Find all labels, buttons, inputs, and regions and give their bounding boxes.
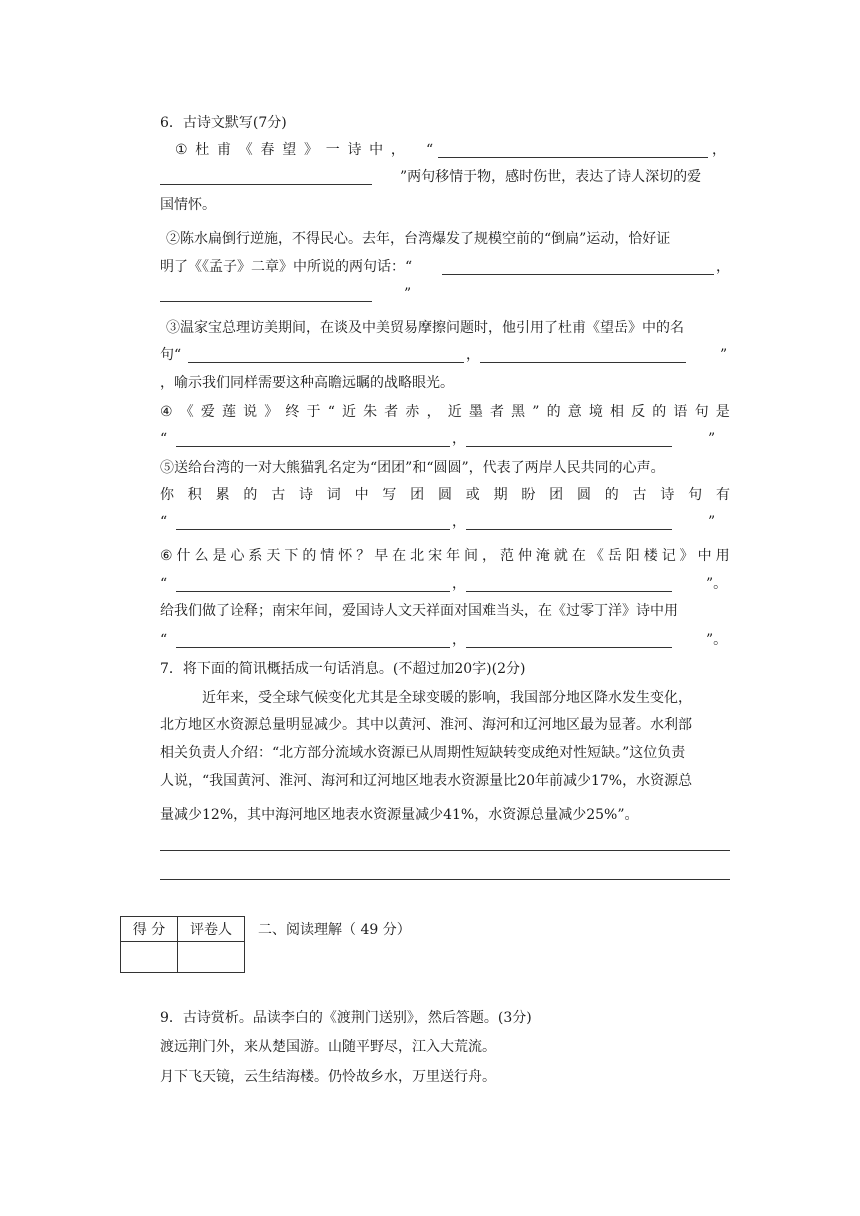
answer-blank[interactable] [442, 258, 714, 275]
answer-blank[interactable] [466, 575, 672, 592]
answer-blank[interactable] [176, 631, 450, 648]
answer-blank[interactable] [188, 346, 464, 363]
q6-item1-line3: 国情怀。 [160, 197, 216, 213]
q6-item6-line4: “ ， ”。 [160, 632, 728, 648]
answer-blank[interactable] [466, 513, 672, 530]
q6-item2-line1: ②陈水扁倒行逆施，不得民心。去年，台湾爆发了规模空前的“倒扁”运动，恰好证 [166, 231, 671, 247]
answer-blank[interactable] [466, 430, 672, 447]
q6-title: 6．古诗文默写(7分) [160, 115, 287, 131]
q7-title: 7．将下面的简讯概括成一句话消息。(不超过加20字)(2分) [160, 661, 526, 677]
q6-item2-line2: 明了《《孟子》二章》中所说的两句话：“ ， [160, 259, 730, 275]
answer-blank[interactable] [176, 513, 450, 530]
section-title: 二、阅读理解（ 49 分） [258, 922, 411, 938]
answer-line[interactable] [160, 879, 730, 880]
score-header: 得 分 [121, 917, 178, 942]
answer-blank[interactable] [480, 346, 686, 363]
answer-blank[interactable] [160, 168, 372, 185]
q6-item4-line1: ④ 《 爱 莲 说 》 终 于 “ 近 朱 者 赤 ， 近 墨 者 黑 ” 的 意 境 相 反 的 语 句 是 [160, 404, 730, 420]
q6-item1-line1: ① 杜 甫 《 春 望 》 一 诗 中 ， “ ， [175, 142, 726, 158]
q7-paragraph-line3: 相关负责人介绍：“北方部分流域水资源已从周期性短缺转变成绝对性短缺。”这位负责 [160, 745, 686, 761]
q6-item4-line2: “ ， ” [160, 431, 716, 447]
q7-paragraph-line1: 近年来，受全球气候变化尤其是全球变暖的影响，我国部分地区降水发生变化， [202, 690, 692, 706]
poem-line2: 月下飞天镜，云生结海楼。仍怜故乡水，万里送行舟。 [160, 1069, 496, 1085]
poem-line1: 渡远荆门外，来从楚国游。山随平野尽，江入大荒流。 [160, 1039, 496, 1055]
q6-item6-line2: “ ， ”。 [160, 576, 728, 592]
q7-paragraph-line5: 量减少12%，其中海河地区地表水资源量减少41%，水资源总量减少25%”。 [160, 807, 639, 823]
q7-paragraph-line4: 人说，“我国黄河、淮河、海河和辽河地区地表水资源量比20年前减少17%，水资源总 [160, 773, 693, 789]
score-table [120, 916, 245, 973]
q6-item5-line3: “ ， ” [160, 514, 716, 530]
q6-item3-line1: ③温家宝总理访美期间，在谈及中美贸易摩擦问题时，他引用了杜甫《望岳》中的名 [166, 320, 684, 336]
answer-blank[interactable] [176, 575, 450, 592]
q6-item1-line2: ”两句移情于物，感时伤世，表达了诗人深切的爱 [160, 166, 730, 188]
score-cell[interactable] [121, 942, 178, 973]
grader-header: 评卷人 [178, 917, 245, 942]
q6-item3-line2: 句“ ， ” [160, 347, 728, 363]
q6-item5-line2: 你 积 累 的 古 诗 词 中 写 团 圆 或 期 盼 团 圆 的 古 诗 句 有 [160, 487, 730, 503]
answer-blank[interactable] [466, 631, 672, 648]
q6-item3-line3: ，喻示我们同样需要这种高瞻远瞩的战略眼光。 [160, 375, 454, 391]
q7-paragraph-line2: 北方地区水资源总量明显减少。其中以黄河、淮河、海河和辽河地区最为显著。水利部 [160, 717, 692, 733]
q6-item2-line3: ” [160, 283, 730, 305]
answer-line[interactable] [160, 850, 730, 851]
grader-cell[interactable] [178, 942, 245, 973]
q9-title: 9．古诗赏析。品读李白的《渡荆门送别》，然后答题。(3分) [160, 1010, 532, 1026]
answer-blank[interactable] [438, 141, 708, 158]
answer-blank[interactable] [176, 430, 450, 447]
answer-blank[interactable] [160, 285, 372, 302]
q6-item5-line1: ⑤送给台湾的一对大熊猫乳名定为“团团”和“圆圆”，代表了两岸人民共同的心声。 [160, 460, 665, 476]
q6-item6-line3: 给我们做了诠释；南宋年间，爱国诗人文天祥面对国难当头，在《过零丁洋》诗中用 [160, 603, 678, 619]
q6-item6-line1: ⑥ 什 么 是 心 系 天 下 的 情 怀 ？ 早 在 北 宋 年 间 ， 范 仲 淹 就 在 《 岳 阳 楼 记 》 中 用 [160, 548, 730, 564]
